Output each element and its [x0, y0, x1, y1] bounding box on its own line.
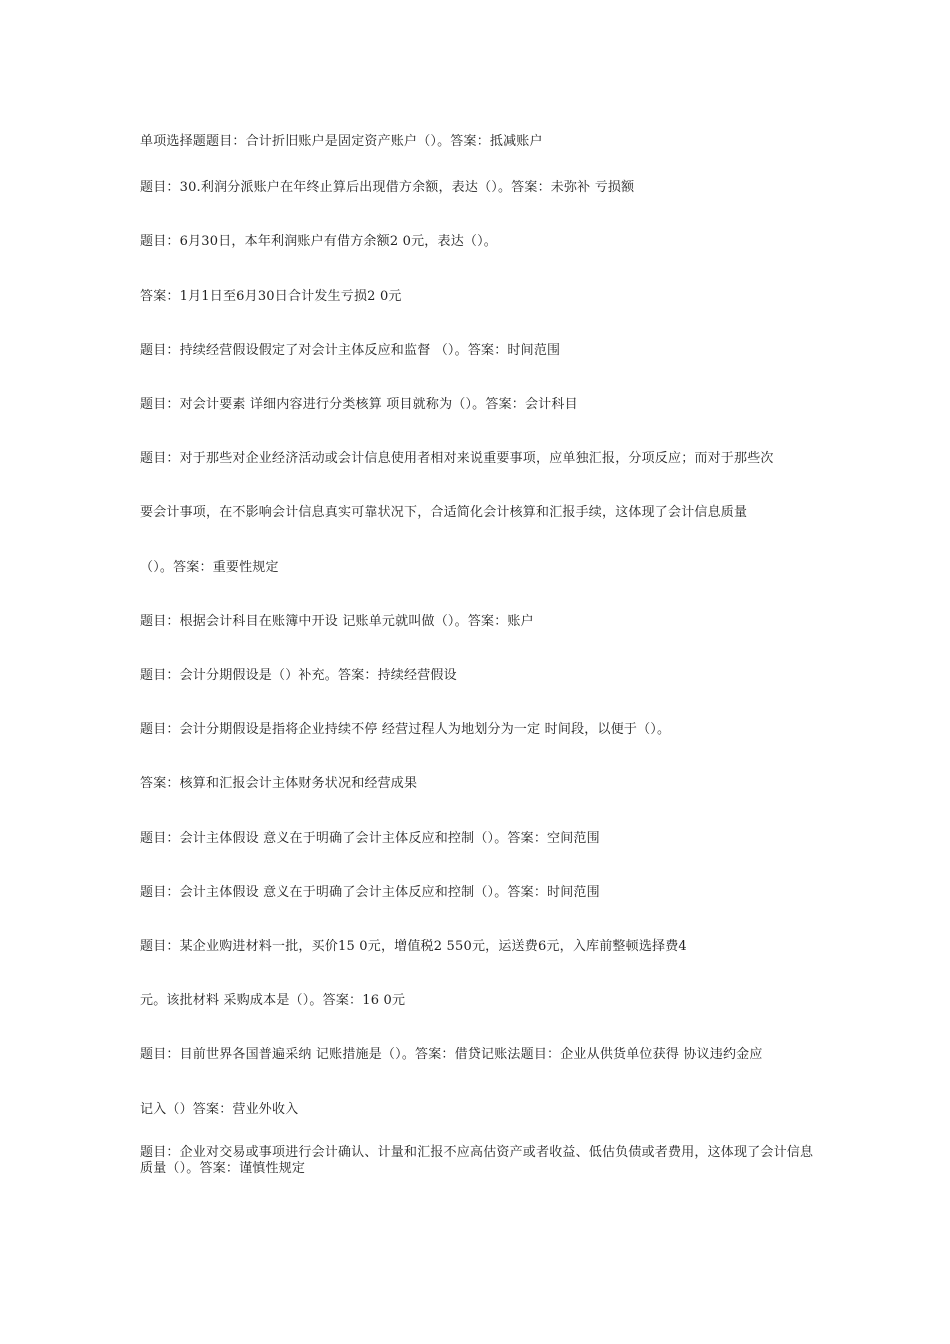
- text-line: 题目：目前世界各国普遍采纳 记账措施是（）。答案：借贷记账法题目：企业从供货单位获得 协议违约金应: [140, 1047, 763, 1062]
- text-line: 题目：会计分期假设是（）补充。答案：持续经营假设: [140, 668, 457, 683]
- text-line: 记入（）答案：营业外收入: [140, 1102, 299, 1117]
- text-line: 答案：核算和汇报会计主体财务状况和经营成果: [140, 776, 418, 791]
- text-line: 元。该批材料 采购成本是（）。答案：16 0元: [140, 993, 406, 1008]
- text-line: 题目：会计分期假设是指将企业持续不停 经营过程人为地划分为一定 时间段，以便于（）。: [140, 722, 671, 737]
- text-line: 题目：会计主体假设 意义在于明确了会计主体反应和控制（）。答案：时间范围: [140, 885, 600, 900]
- text-line: 题目：会计主体假设 意义在于明确了会计主体反应和控制（）。答案：空间范围: [140, 831, 600, 846]
- text-line: 题目：6月30日，本年利润账户有借方余额2 0元，表达（）。: [140, 234, 497, 249]
- text-line: 题目：持续经营假设假定了对会计主体反应和监督 （）。答案：时间范围: [140, 343, 561, 358]
- text-line: 题目：根据会计科目在账簿中开设 记账单元就叫做（）。答案：账户: [140, 614, 534, 629]
- text-line: 题目：某企业购进材料一批，买价15 0元，增值税2 550元，运送费6元，入库前整顿选择费4: [140, 939, 687, 954]
- text-line: （）。答案：重要性规定: [140, 560, 279, 575]
- text-line: 题目：对于那些对企业经济活动或会计信息使用者相对来说重要事项，应单独汇报，分项反应；而对于那些次: [140, 451, 774, 466]
- text-line: 单项选择题题目：合计折旧账户是固定资产账户（）。答案：抵减账户: [140, 134, 543, 149]
- text-line: 答案：1月1日至6月30日合计发生亏损2 0元: [140, 289, 402, 304]
- text-line: 题目：30.利润分派账户在年终止算后出现借方余额，表达（）。答案：未弥补 亏损额: [140, 180, 635, 195]
- text-paragraph: 题目：企业对交易或事项进行会计确认、计量和汇报不应高估资产或者收益、低估负债或者费用，这体现了会计信息质量（）。答案：谨慎性规定: [140, 1145, 814, 1176]
- text-line: 要会计事项，在不影响会计信息真实可靠状况下，合适简化会计核算和汇报手续，这体现了会计信息质量: [140, 505, 748, 520]
- text-line: 题目：对会计要素 详细内容进行分类核算 项目就称为（）。答案：会计科目: [140, 397, 578, 412]
